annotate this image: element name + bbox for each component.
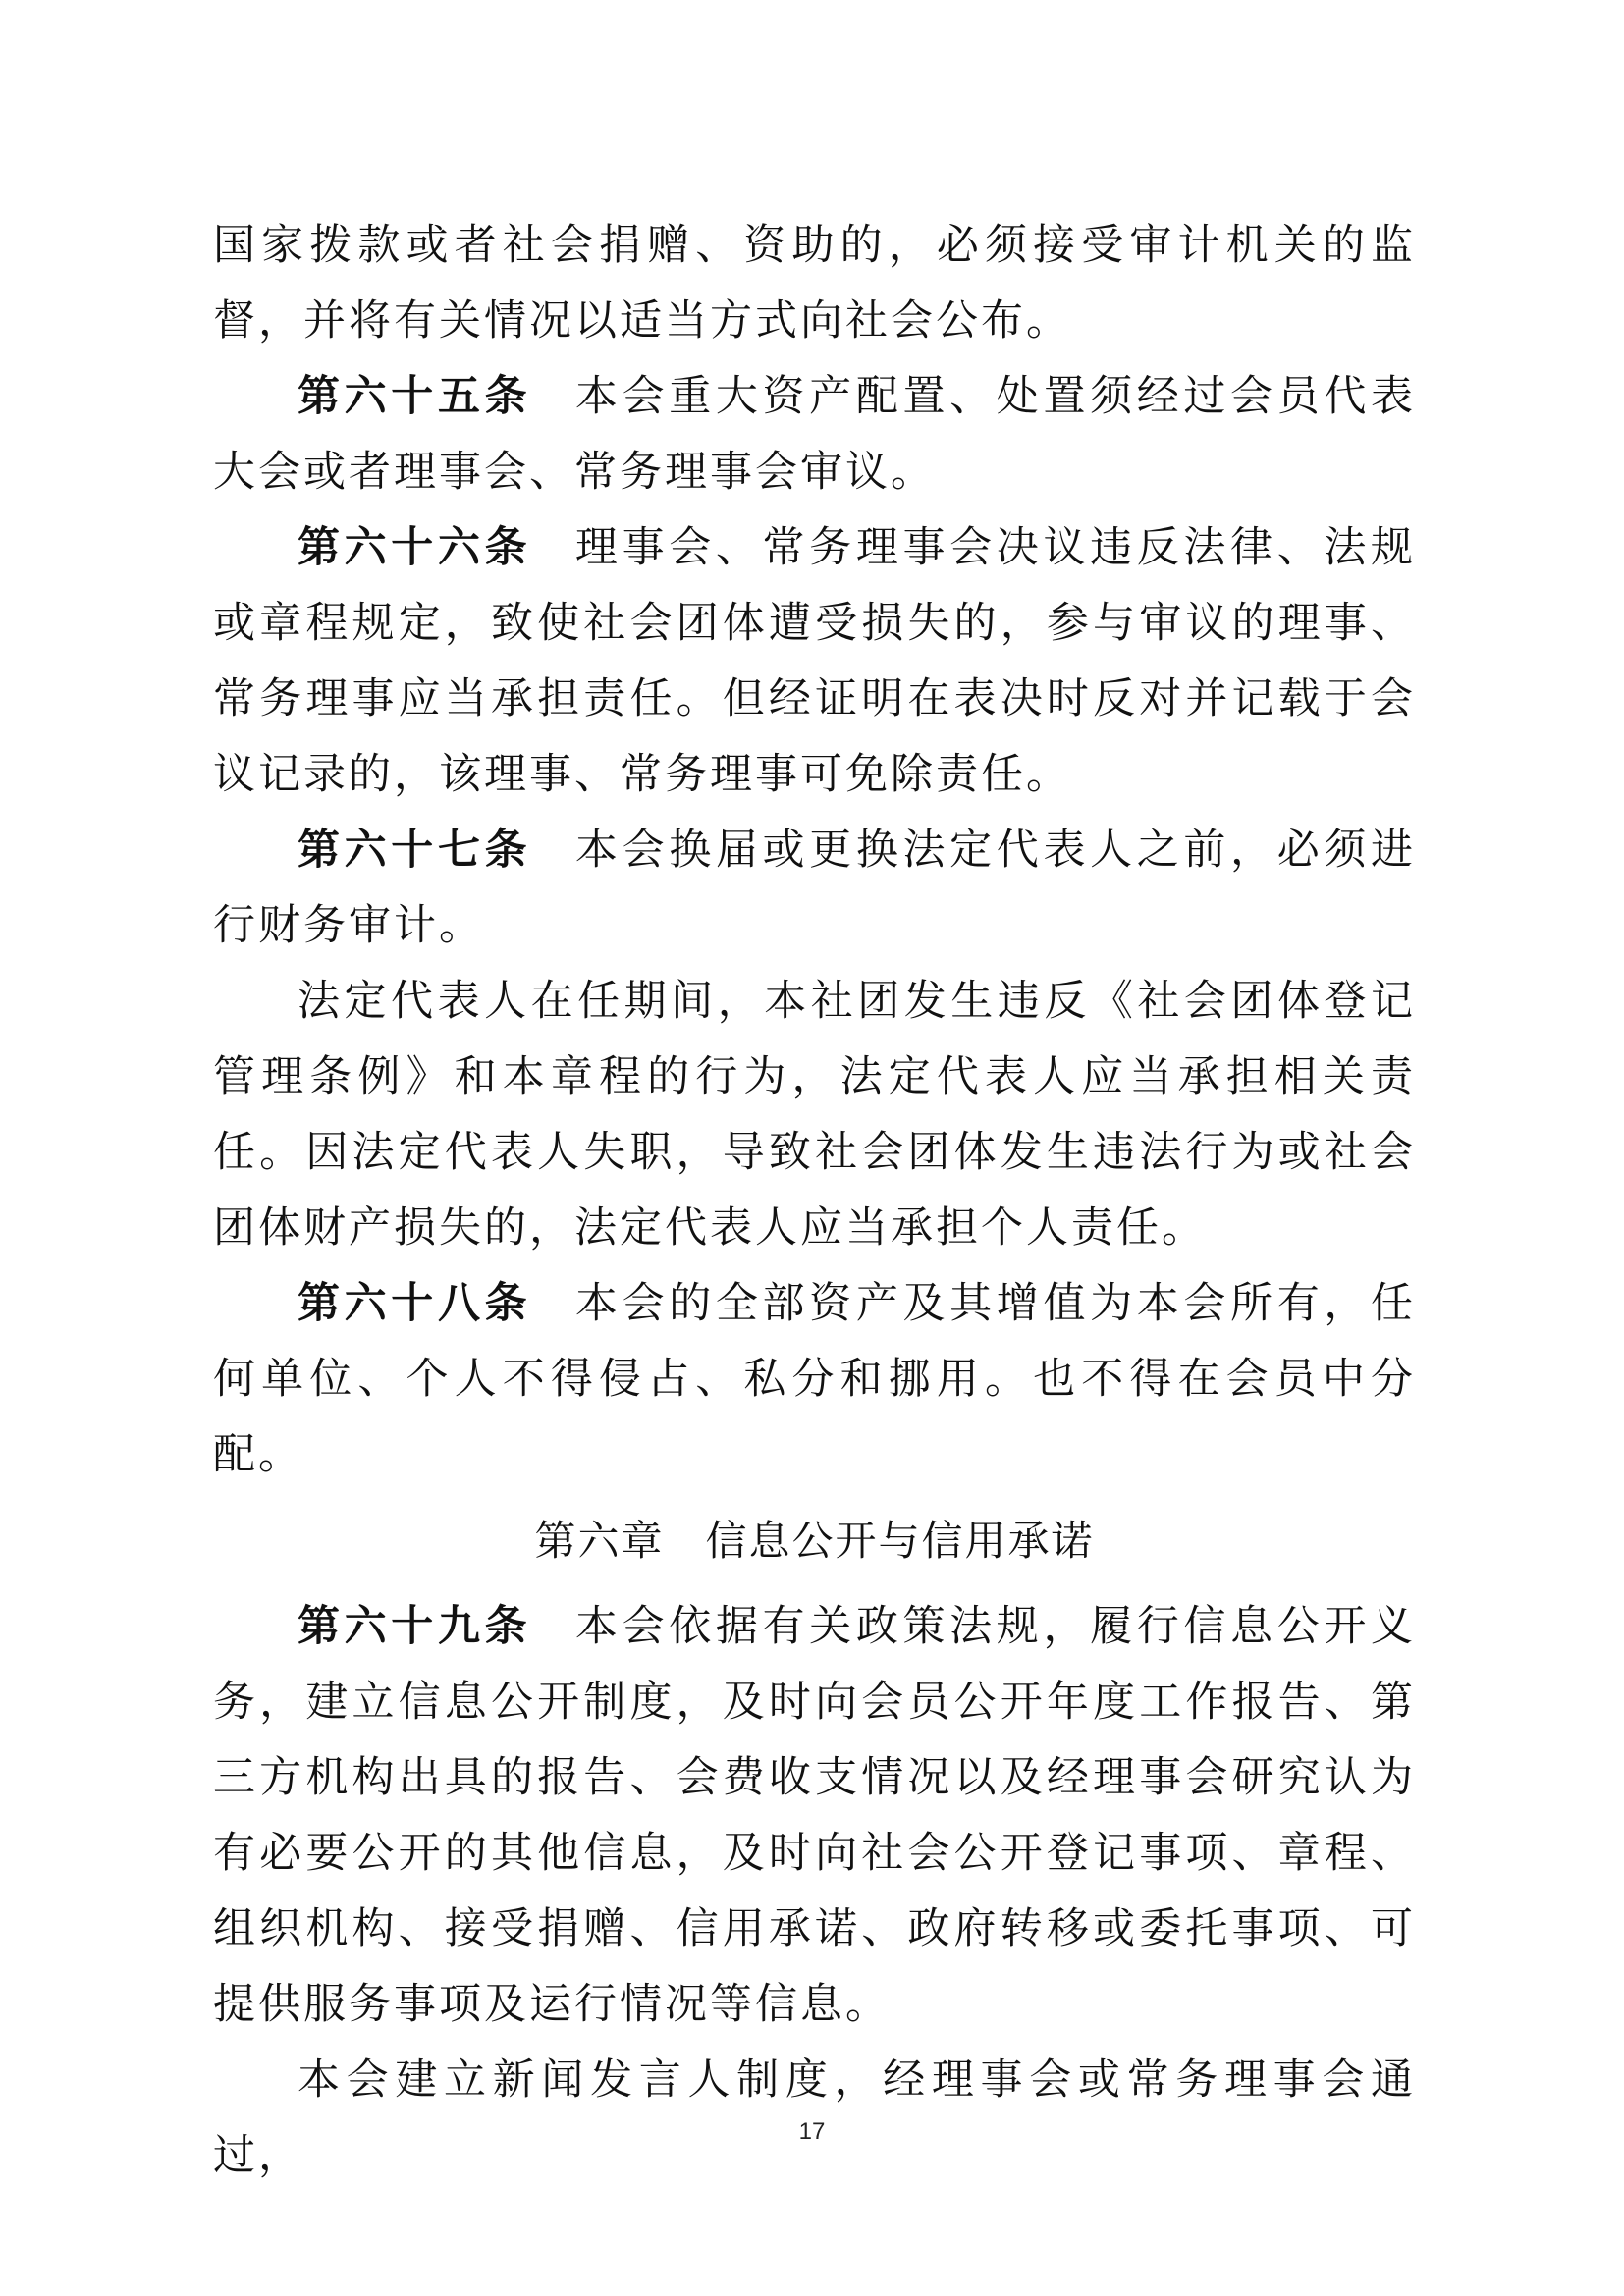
article-69 [213, 1589, 1416, 2043]
article-number: 第六十七条 [298, 826, 532, 875]
paragraph-text: 法定代表人在任期间，本社团发生违反《社会团体登记管理条例》和本章程的行为，法定代表人应当承担相关责任。因法定代表人失职，导致社会团体发生违法行为或社会团体财产损失的，法定代表人应当承担个人责任。 [213, 977, 1416, 1253]
article-text: 本会的全部资产及其增值为本会所有，任何单位、个人不得侵占、私分和挪用。也不得在会员中分配。 [213, 1279, 1417, 1479]
article-68 [213, 1266, 1416, 1493]
article-text: 本会重大资产配置、处置须经过会员代表大会或者理事会、常务理事会审议。 [213, 372, 1417, 497]
article-67 [213, 813, 1416, 964]
paragraph-continuation [213, 208, 1416, 359]
paragraph-text: 国家拨款或者社会捐赠、资助的，必须接受审计机关的监督，并将有关情况以适当方式向社会公布。 [213, 221, 1416, 346]
page-body [213, 208, 1416, 2194]
article-65 [213, 359, 1416, 510]
paragraph-legal-representative [213, 964, 1416, 1266]
paragraph-text: 本会建立新闻发言人制度，经理事会或常务理事会通过， [213, 2056, 1416, 2180]
article-number: 第六十六条 [298, 523, 532, 572]
article-66 [213, 510, 1416, 813]
article-text: 本会换届或更换法定代表人之前，必须进行财务审计。 [213, 826, 1417, 950]
page-number: 17 [798, 2118, 826, 2145]
article-number: 第六十九条 [298, 1602, 532, 1651]
chapter-heading [213, 1493, 1416, 1589]
article-number: 第六十八条 [298, 1279, 532, 1328]
article-text: 本会依据有关政策法规，履行信息公开义务，建立信息公开制度，及时向会员公开年度工作报告、第三方机构出具的报告、会费收支情况以及经理事会研究认为有必要公开的其他信息，及时向社会公开登记事项、章程、组织机构、接受捐赠、信用承诺、政府转移或委托事项、可提供服务事项及运行情况等信息。 [213, 1602, 1417, 2029]
chapter-number: 第六章 [534, 1517, 665, 1565]
chapter-title: 信息公开与信用承诺 [705, 1517, 1095, 1565]
article-number: 第六十五条 [298, 372, 532, 421]
article-text: 理事会、常务理事会决议违反法律、法规或章程规定，致使社会团体遭受损失的，参与审议的理事、常务理事应当承担责任。但经证明在表决时反对并记载于会议记录的，该理事、常务理事可免除责任。 [213, 523, 1417, 799]
